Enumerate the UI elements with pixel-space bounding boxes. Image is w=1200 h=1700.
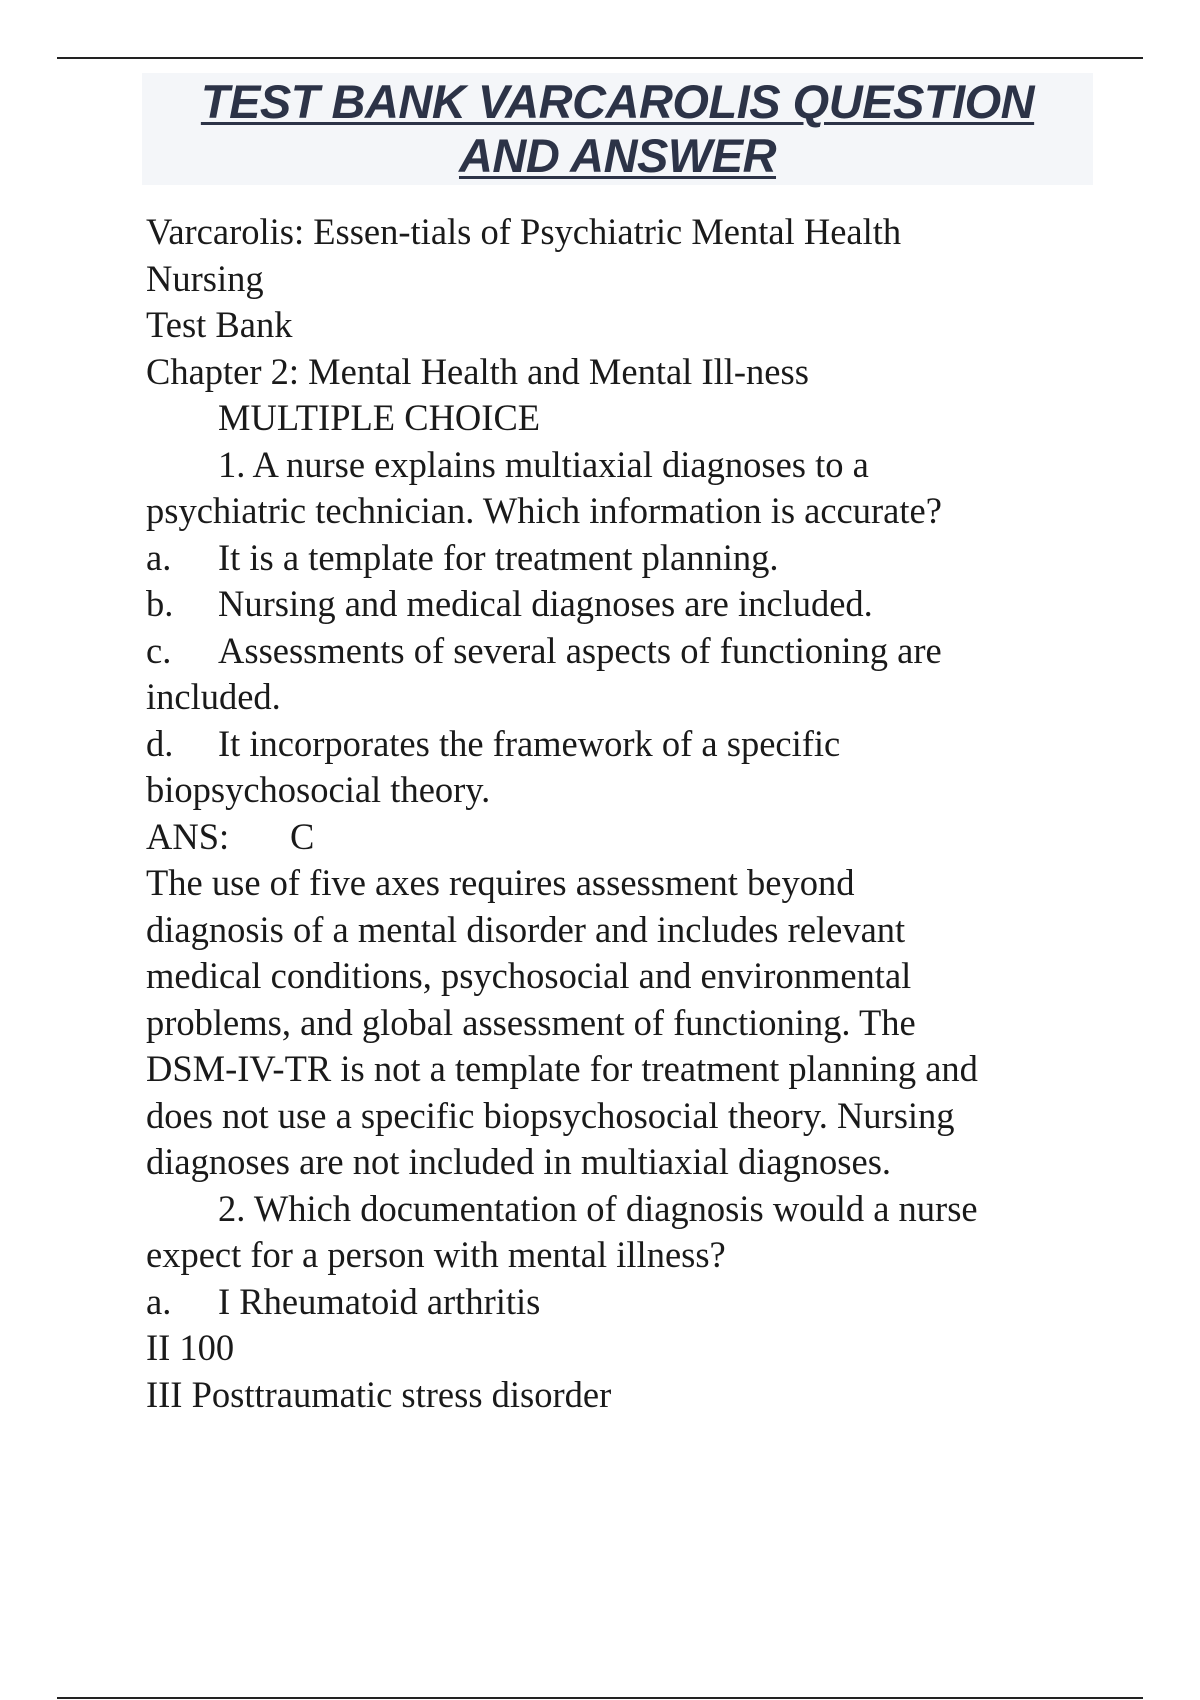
option-text: Nursing and medical diagnoses are included. (218, 583, 873, 624)
question-2-stem: 2. Which documentation of diagnosis would a nurse (218, 1187, 978, 1229)
option-d-cont: biopsychosocial theory. (146, 769, 491, 810)
option-a-line: III Posttraumatic stress disorder (146, 1373, 612, 1415)
option-text: It incorporates the framework of a specific (218, 722, 841, 764)
option-d (146, 721, 1086, 768)
option-text: Assessments of several aspects of functioning are (218, 629, 942, 671)
bottom-rule (57, 1697, 1143, 1699)
rationale-line: diagnosis of a mental disorder and includes relevant (146, 908, 906, 950)
option-c-cont: included. (146, 676, 281, 717)
rationale (146, 860, 1086, 1186)
question-1-stem-cont: psychiatric technician. Which information is accurate? (146, 490, 942, 531)
question-1 (146, 442, 1086, 1186)
book-title-line: Varcarolis: Essen-tials of Psychiatric Mental Health (146, 211, 902, 252)
answer-line (146, 814, 1086, 861)
book-title-line-cont: Nursing (146, 257, 264, 299)
option-c (146, 628, 1086, 675)
question-1-stem: 1. A nurse explains multiaxial diagnoses to a (218, 443, 869, 485)
option-label: c. (146, 629, 172, 671)
rationale-line: does not use a specific biopsychosocial theory. Nursing (146, 1094, 955, 1136)
question-2-stem-cont: expect for a person with mental illness? (146, 1234, 726, 1275)
option-label: b. (146, 583, 174, 624)
document-title: TEST BANK VARCAROLIS QUESTION AND ANSWER (200, 75, 1035, 182)
answer-value: C (290, 815, 315, 857)
answer-label: ANS: (146, 815, 230, 857)
option-label: a. (146, 1280, 172, 1322)
option-a-line: II 100 (146, 1327, 235, 1368)
option-b (146, 581, 1086, 628)
rationale-line: The use of five axes requires assessment beyond (146, 862, 855, 903)
rationale-line: diagnoses are not included in multiaxial diagnoses. (146, 1141, 892, 1182)
document-body (146, 209, 1086, 1418)
option-a (146, 1279, 1086, 1326)
option-text: I Rheumatoid arthritis (218, 1280, 541, 1322)
section-heading: MULTIPLE CHOICE (218, 397, 541, 438)
rationale-line: DSM-IV-TR is not a template for treatment planning and (146, 1048, 978, 1089)
option-label: a. (146, 536, 172, 578)
top-rule (57, 57, 1143, 59)
option-text: It is a template for treatment planning. (218, 536, 779, 578)
title-banner (142, 73, 1093, 185)
option-a (146, 535, 1086, 582)
rationale-line: problems, and global assessment of functioning. The (146, 1001, 916, 1043)
test-bank-label: Test Bank (146, 304, 293, 345)
question-2 (146, 1186, 1086, 1419)
option-label: d. (146, 722, 174, 764)
rationale-line: medical conditions, psychosocial and environmental (146, 955, 912, 996)
chapter-title: Chapter 2: Mental Health and Mental Ill-ness (146, 350, 809, 392)
